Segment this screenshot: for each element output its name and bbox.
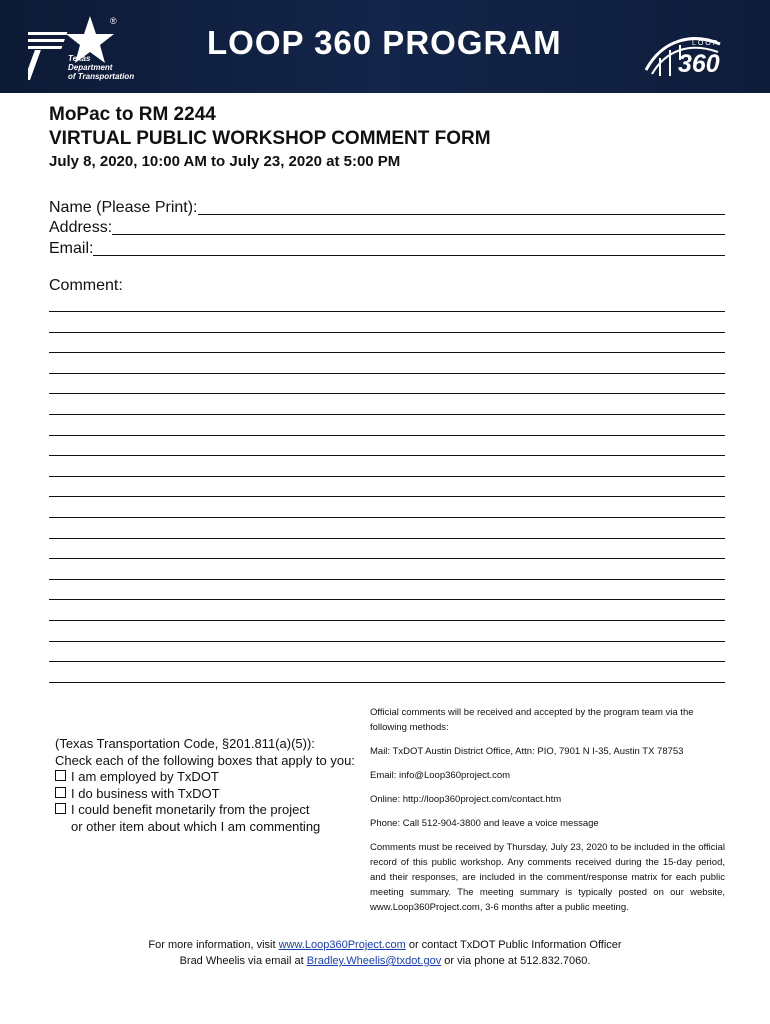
name-label: Name (Please Print): — [49, 199, 198, 216]
comment-line[interactable] — [49, 517, 725, 518]
footer-line-1 — [0, 939, 770, 951]
method-online: Online: http://loop360project.com/contact.htm — [370, 794, 562, 805]
methods-intro: Official comments will be received and accepted by the program team via the following methods: — [370, 707, 694, 733]
loop-logo-word: LOOP — [692, 40, 720, 47]
address-field[interactable] — [49, 217, 725, 237]
name-input-line[interactable] — [198, 200, 726, 215]
txdot-logo — [28, 14, 138, 84]
address-input-line[interactable] — [112, 220, 725, 235]
comment-line[interactable] — [49, 435, 725, 436]
checkbox-benefit[interactable] — [55, 803, 66, 814]
checkbox-employed[interactable] — [55, 770, 66, 781]
email-link[interactable]: Bradley.Wheelis@txdot.gov — [306, 955, 442, 967]
disclosure-option-benefit[interactable] — [55, 802, 355, 819]
option-label: I do business with TxDOT — [71, 785, 220, 801]
comment-line[interactable] — [49, 455, 725, 456]
comment-line[interactable] — [49, 620, 725, 621]
page-title: LOOP 360 PROGRAM — [207, 24, 562, 61]
workshop-dates: July 8, 2020, 10:00 AM to July 23, 2020 at 5:00 PM — [49, 153, 401, 170]
email-label: Email: — [49, 240, 94, 257]
disclosure-code: (Texas Transportation Code, §201.811(a)(5)): — [55, 736, 315, 751]
comment-line[interactable] — [49, 579, 725, 580]
footer-line-2 — [0, 955, 770, 967]
registered-mark: ® — [110, 16, 117, 26]
disclosure-option-employed[interactable] — [55, 769, 355, 786]
footer-text: For more information, visit — [148, 939, 279, 951]
comment-line[interactable] — [49, 682, 725, 683]
comment-line[interactable] — [49, 538, 725, 539]
header-banner — [0, 0, 770, 93]
disclosure-option-benefit-cont: or other item about which I am commenting — [71, 818, 321, 834]
disclosure-block — [55, 736, 355, 835]
comment-line[interactable] — [49, 641, 725, 642]
comment-line[interactable] — [49, 352, 725, 353]
comment-line[interactable] — [49, 476, 725, 477]
email-field[interactable] — [49, 238, 725, 258]
footer-text: Brad Wheelis via email at — [179, 955, 307, 967]
txdot-logo-line3: of Transportation — [68, 72, 135, 81]
form-title: VIRTUAL PUBLIC WORKSHOP COMMENT FORM — [49, 128, 491, 149]
txdot-logo-line1: Texas — [68, 54, 91, 63]
comment-line[interactable] — [49, 332, 725, 333]
comment-label: Comment: — [49, 277, 123, 294]
txdot-logo-text — [68, 54, 134, 81]
comment-line[interactable] — [49, 393, 725, 394]
checkbox-business[interactable] — [55, 787, 66, 798]
disclosure-instruction: Check each of the following boxes that apply to you: — [55, 752, 355, 768]
comment-line[interactable] — [49, 311, 725, 312]
comment-line[interactable] — [49, 599, 725, 600]
footer-text: or contact TxDOT Public Information Officer — [405, 939, 622, 951]
comment-methods — [370, 705, 725, 915]
address-label: Address: — [49, 219, 113, 236]
loop-logo-number: 360 — [678, 50, 720, 78]
option-label: I am employed by TxDOT — [71, 769, 219, 784]
comment-line[interactable] — [49, 496, 725, 497]
loop-360-logo — [642, 30, 722, 82]
project-name: MoPac to RM 2244 — [49, 104, 216, 125]
method-mail: Mail: TxDOT Austin District Office, Attn: PIO, 7901 N I-35, Austin TX 78753 — [370, 746, 684, 757]
name-field[interactable] — [49, 197, 725, 217]
method-phone: Phone: Call 512-904-3800 and leave a voice message — [370, 818, 599, 829]
email-input-line[interactable] — [93, 241, 725, 256]
footer-text: or via phone at 512.832.7060. — [441, 955, 591, 967]
txdot-logo-line2: Department — [68, 63, 113, 72]
comment-line[interactable] — [49, 558, 725, 559]
deadline-notice: Comments must be received by Thursday, July 23, 2020 to be included in the official record of this public workshop. Any comments received during the 15-day period, and their responses, are included in the comment/response matrix for each public meeting summary. The meeting summary is typically posted on our website, www.Loop360Project.com, 3-6 months after a public meeting. — [370, 842, 725, 913]
option-label: I could benefit monetarily from the project — [71, 802, 310, 817]
comment-line[interactable] — [49, 661, 725, 662]
method-email: Email: info@Loop360project.com — [370, 770, 511, 781]
website-link[interactable]: www.Loop360Project.com — [278, 939, 406, 951]
disclosure-option-business[interactable] — [55, 786, 355, 803]
comment-line[interactable] — [49, 414, 725, 415]
comment-line[interactable] — [49, 373, 725, 374]
